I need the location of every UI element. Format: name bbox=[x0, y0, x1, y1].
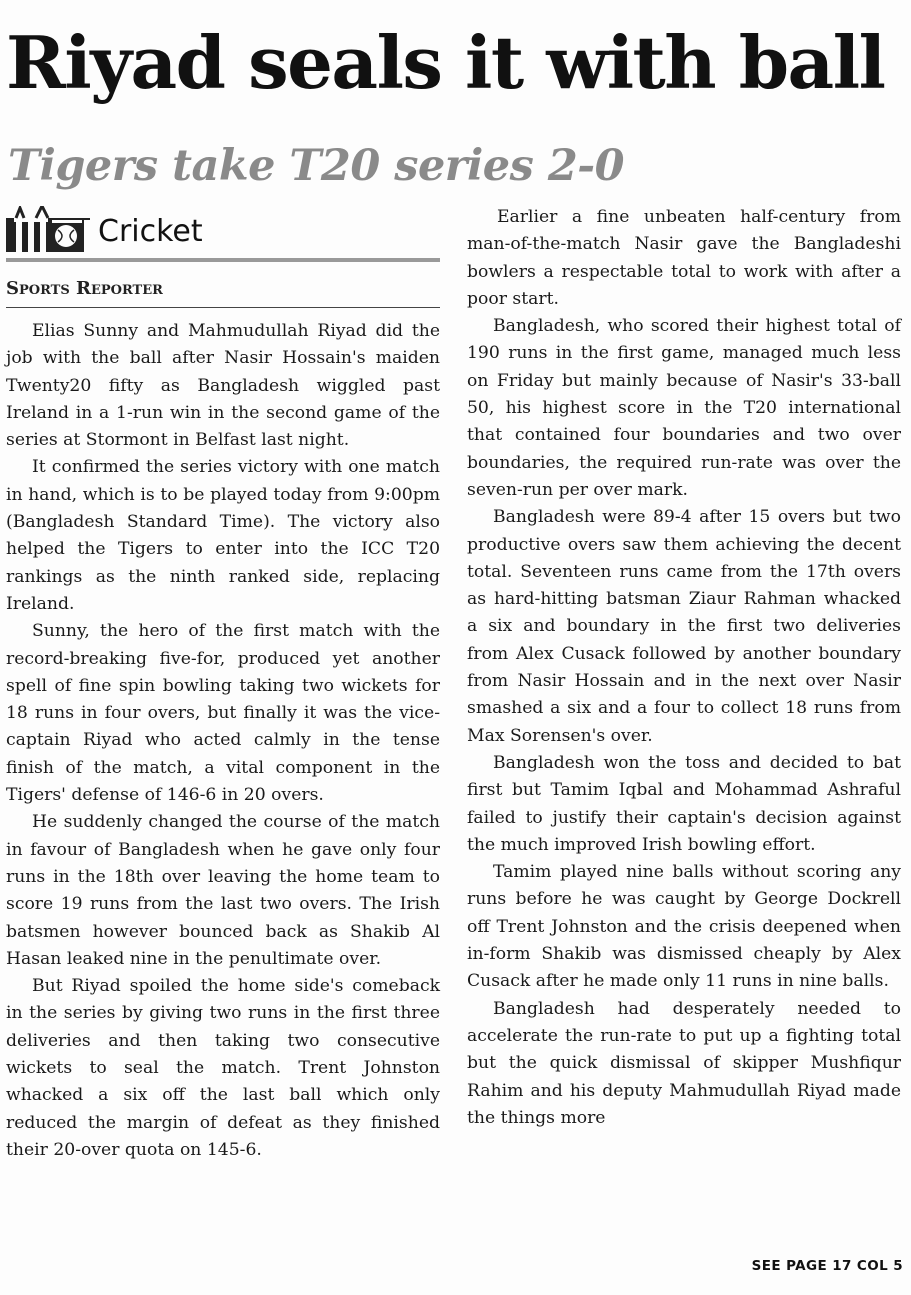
continuation-note[interactable]: SEE PAGE 17 COL 5 bbox=[751, 1258, 903, 1274]
paragraph: Earlier a fine unbeaten half-century from man-of-the-match Nasir gave the Bangladeshi bowlers a respectable total to work with after a poor start. bbox=[467, 207, 901, 309]
paragraph: Sunny, the hero of the first match with the record-breaking five-for, produced yet another spell of fine spin bowling taking two wickets for 18 runs in four overs, but finally it was the vice-captain Riyad who acted calmly in the tense finish of the match, a vital component in the Tigers' defense of 146-6 in 20 overs. bbox=[6, 621, 440, 806]
paragraph: It confirmed the series victory with one match in hand, which is to be played today from 9:00pm (Bangladesh Standard Time). The victory also helped the Tigers to enter into the ICC T20 rankings as the ninth ranked side, replacing Ireland. bbox=[6, 457, 440, 614]
paragraph: Bangladesh had desperately needed to accelerate the run-rate to put up a fighting total but the quick dismissal of skipper Mushfiqur Rahim and his deputy Mahmudullah Riyad made the things more bbox=[467, 998, 901, 1128]
cricket-stumps-icon bbox=[6, 206, 90, 252]
paragraph: Bangladesh won the toss and decided to bat first but Tamim Iqbal and Mohammad Ashraful failed to justify their captain's decision against the much improved Irish bowling effort. bbox=[467, 752, 901, 855]
paragraph: Bangladesh, who scored their highest total of 190 runs in the first game, managed much less on Friday but mainly because of Nasir's 33-ball 50, his highest score in the T20 international that contained four boundaries and two over boundaries, the required run-rate was over the seven-run per over mark. bbox=[467, 316, 901, 500]
section-label: Cricket bbox=[98, 214, 203, 249]
paragraph: But Riyad spoiled the home side's comeback in the series by giving two runs in the first three deliveries and then taking two consecutive wickets to seal the match. Trent Johnston whacked a six off the last ball which only reduced the margin of defeat as they finished their 20-over quota on 145-6. bbox=[6, 976, 440, 1160]
article-column-left bbox=[6, 318, 440, 1164]
byline: Sports Reporter bbox=[6, 277, 440, 308]
paragraph: Tamim played nine balls without scoring any runs before he was caught by George Dockrell off Trent Johnston and the crisis deepened when in-form Shakib was dismissed cheaply by Alex Cusack after he made only 11 runs in nine balls. bbox=[467, 862, 901, 992]
headline: Riyad seals it with ball bbox=[6, 20, 885, 105]
paragraph: Elias Sunny and Mahmudullah Riyad did the job with the ball after Nasir Hossain's maiden Twenty20 fifty as Bangladesh wiggled past Ireland in a 1-run win in the second game of the series at Stormont in Belfast last night. bbox=[6, 321, 440, 451]
subheadline: Tigers take T20 series 2-0 bbox=[8, 141, 625, 191]
paragraph: Bangladesh were 89-4 after 15 overs but two productive overs saw them achieving the decent total. Seventeen runs came from the 17th overs as hard-hitting batsman Ziaur Rahman whacked a six and boundary in the first two deliveries from Alex Cusack followed by another boundary from Nasir Hossain and in the next over Nasir smashed a six and a four to collect 18 runs from Max Sorensen's over. bbox=[467, 507, 901, 746]
paragraph: He suddenly changed the course of the match in favour of Bangladesh when he gave only four runs in the 18th over leaving the home team to score 19 runs from the last two overs. The Irish batsmen however bounced back as Shakib Al Hasan leaked nine in the penultimate over. bbox=[6, 812, 440, 969]
article-column-right bbox=[467, 204, 901, 1132]
section-header bbox=[6, 204, 440, 262]
